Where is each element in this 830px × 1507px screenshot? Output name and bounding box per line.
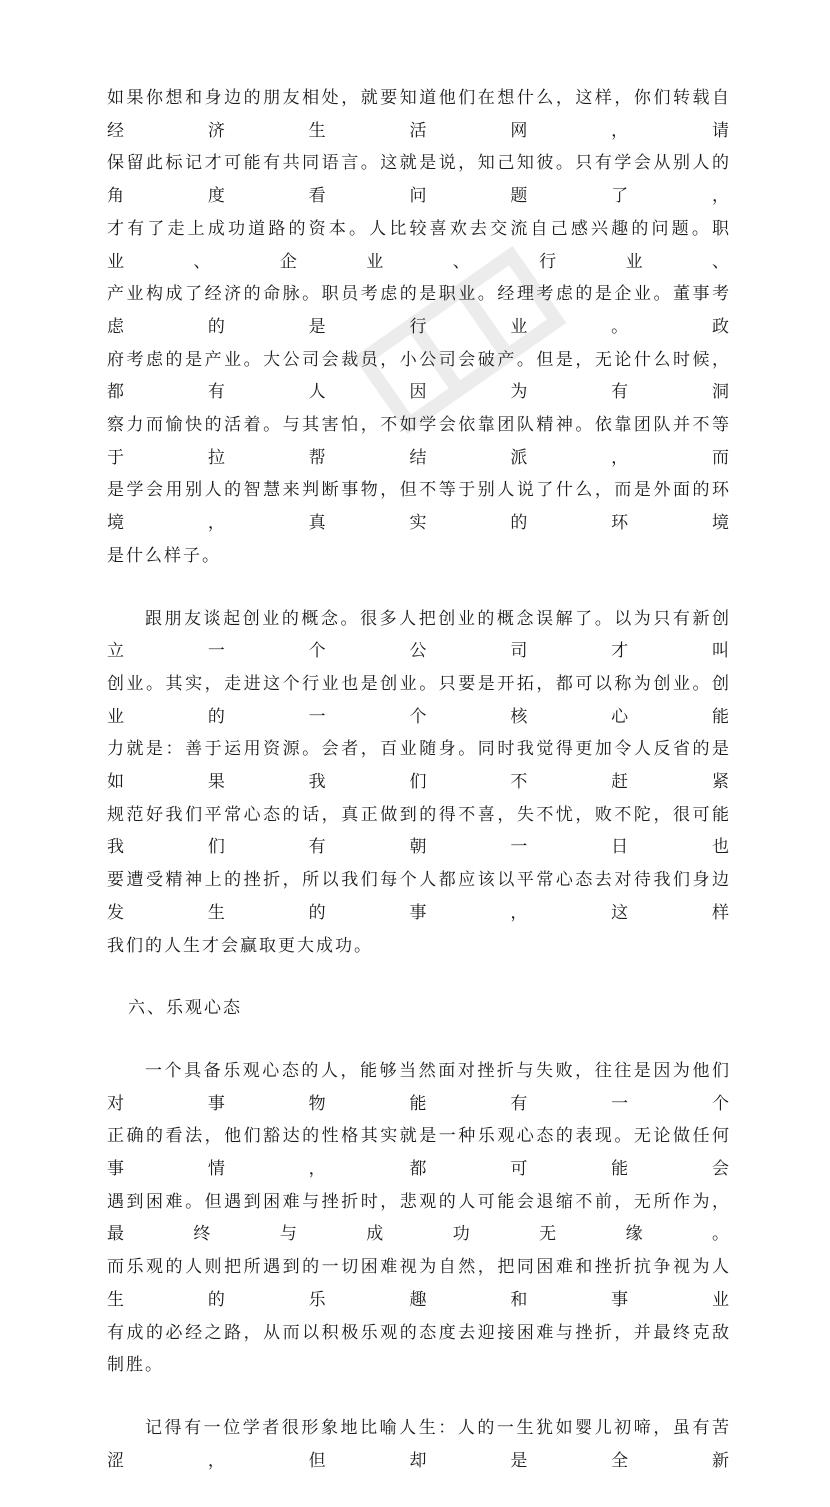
text-line: 有成的必经之路，从而以积极乐观的态度去迎接困难与挫折，并最终克敌制胜。: [107, 1322, 731, 1376]
text-line: 一个具备乐观心态的人，能够当然面对挫折与失败，往往是因为他们对事物能有一个: [107, 1060, 731, 1114]
text-line: 要遭受精神上的挫折，所以我们每个人都应该以平常心态去对待我们身边发生的事，这样: [107, 870, 731, 923]
text-line: 正确的看法，他们豁达的性格其实就是一种乐观心态的表现。无论做任何事情，都可能会: [107, 1126, 731, 1180]
section-heading: 六、乐观心态: [128, 998, 242, 1019]
text-line: 保留此标记才可能有共同语言。这就是说，知己知彼。只有学会从别人的角度看问题了，: [107, 153, 731, 207]
text-line: 是学会用别人的智慧来判断事物，但不等于别人说了什么，而是外面的环境，真实的环境: [107, 480, 731, 534]
text-line: 才有了走上成功道路的资本。人比较喜欢去交流自己感兴趣的问题。职业、企业、行业、: [107, 218, 731, 272]
paragraph: [107, 603, 731, 963]
text-line: 遇到困难。但遇到困难与挫折时，悲观的人可能会退缩不前，无所作为，最终与成功无缘。: [107, 1191, 731, 1245]
document-page: [107, 82, 731, 1507]
text-line: 创业。其实，走进这个行业也是创业。只要是开拓，都可以称为创业。创业的一个核心能: [107, 673, 731, 727]
text-line: 是什么样子。: [107, 545, 221, 566]
text-line: 府考虑的是产业。大公司会裁员，小公司会破产。但是，无论什么时候，都有人因为有洞: [107, 349, 731, 403]
text-line: 规范好我们平常心态的话，真正做到的得不喜，失不忧，败不陀，很可能我们有朝一日也: [107, 804, 731, 858]
text-line: 记得有一位学者很形象地比喻人生：人的一生犹如婴儿初啼，虽有苦涩，但却是全新: [107, 1418, 731, 1471]
text-line: 跟朋友谈起创业的概念。很多人把创业的概念误解了。以为只有新创立一个公司才叫: [107, 608, 731, 662]
text-line: 我们的人生才会赢取更大成功。: [107, 935, 373, 956]
paragraph: [107, 82, 731, 573]
text-line: 察力而愉快的活着。与其害怕，不如学会依靠团队精神。依靠团队并不等于拉帮结派，而: [107, 415, 731, 468]
text-line: 而乐观的人则把所遇到的一切困难视为自然，把同困难和挫折抗争视为人生的乐趣和事业: [107, 1257, 731, 1310]
paragraph: [107, 1412, 731, 1477]
body-text-after-heading: [107, 1055, 731, 1477]
text-line: 如果你想和身边的朋友相处，就要知道他们在想什么，这样，你们转载自经济生活网，请: [107, 88, 731, 141]
text-line: 产业构成了经济的命脉。职员考虑的是职业。经理考虑的是企业。董事考虑的是行业。政: [107, 284, 731, 337]
body-text-before-heading: [107, 82, 731, 962]
text-line: 力就是：善于运用资源。会者，百业随身。同时我觉得更加令人反省的是如果我们不赶紧: [107, 739, 731, 793]
paragraph: [107, 1055, 731, 1382]
